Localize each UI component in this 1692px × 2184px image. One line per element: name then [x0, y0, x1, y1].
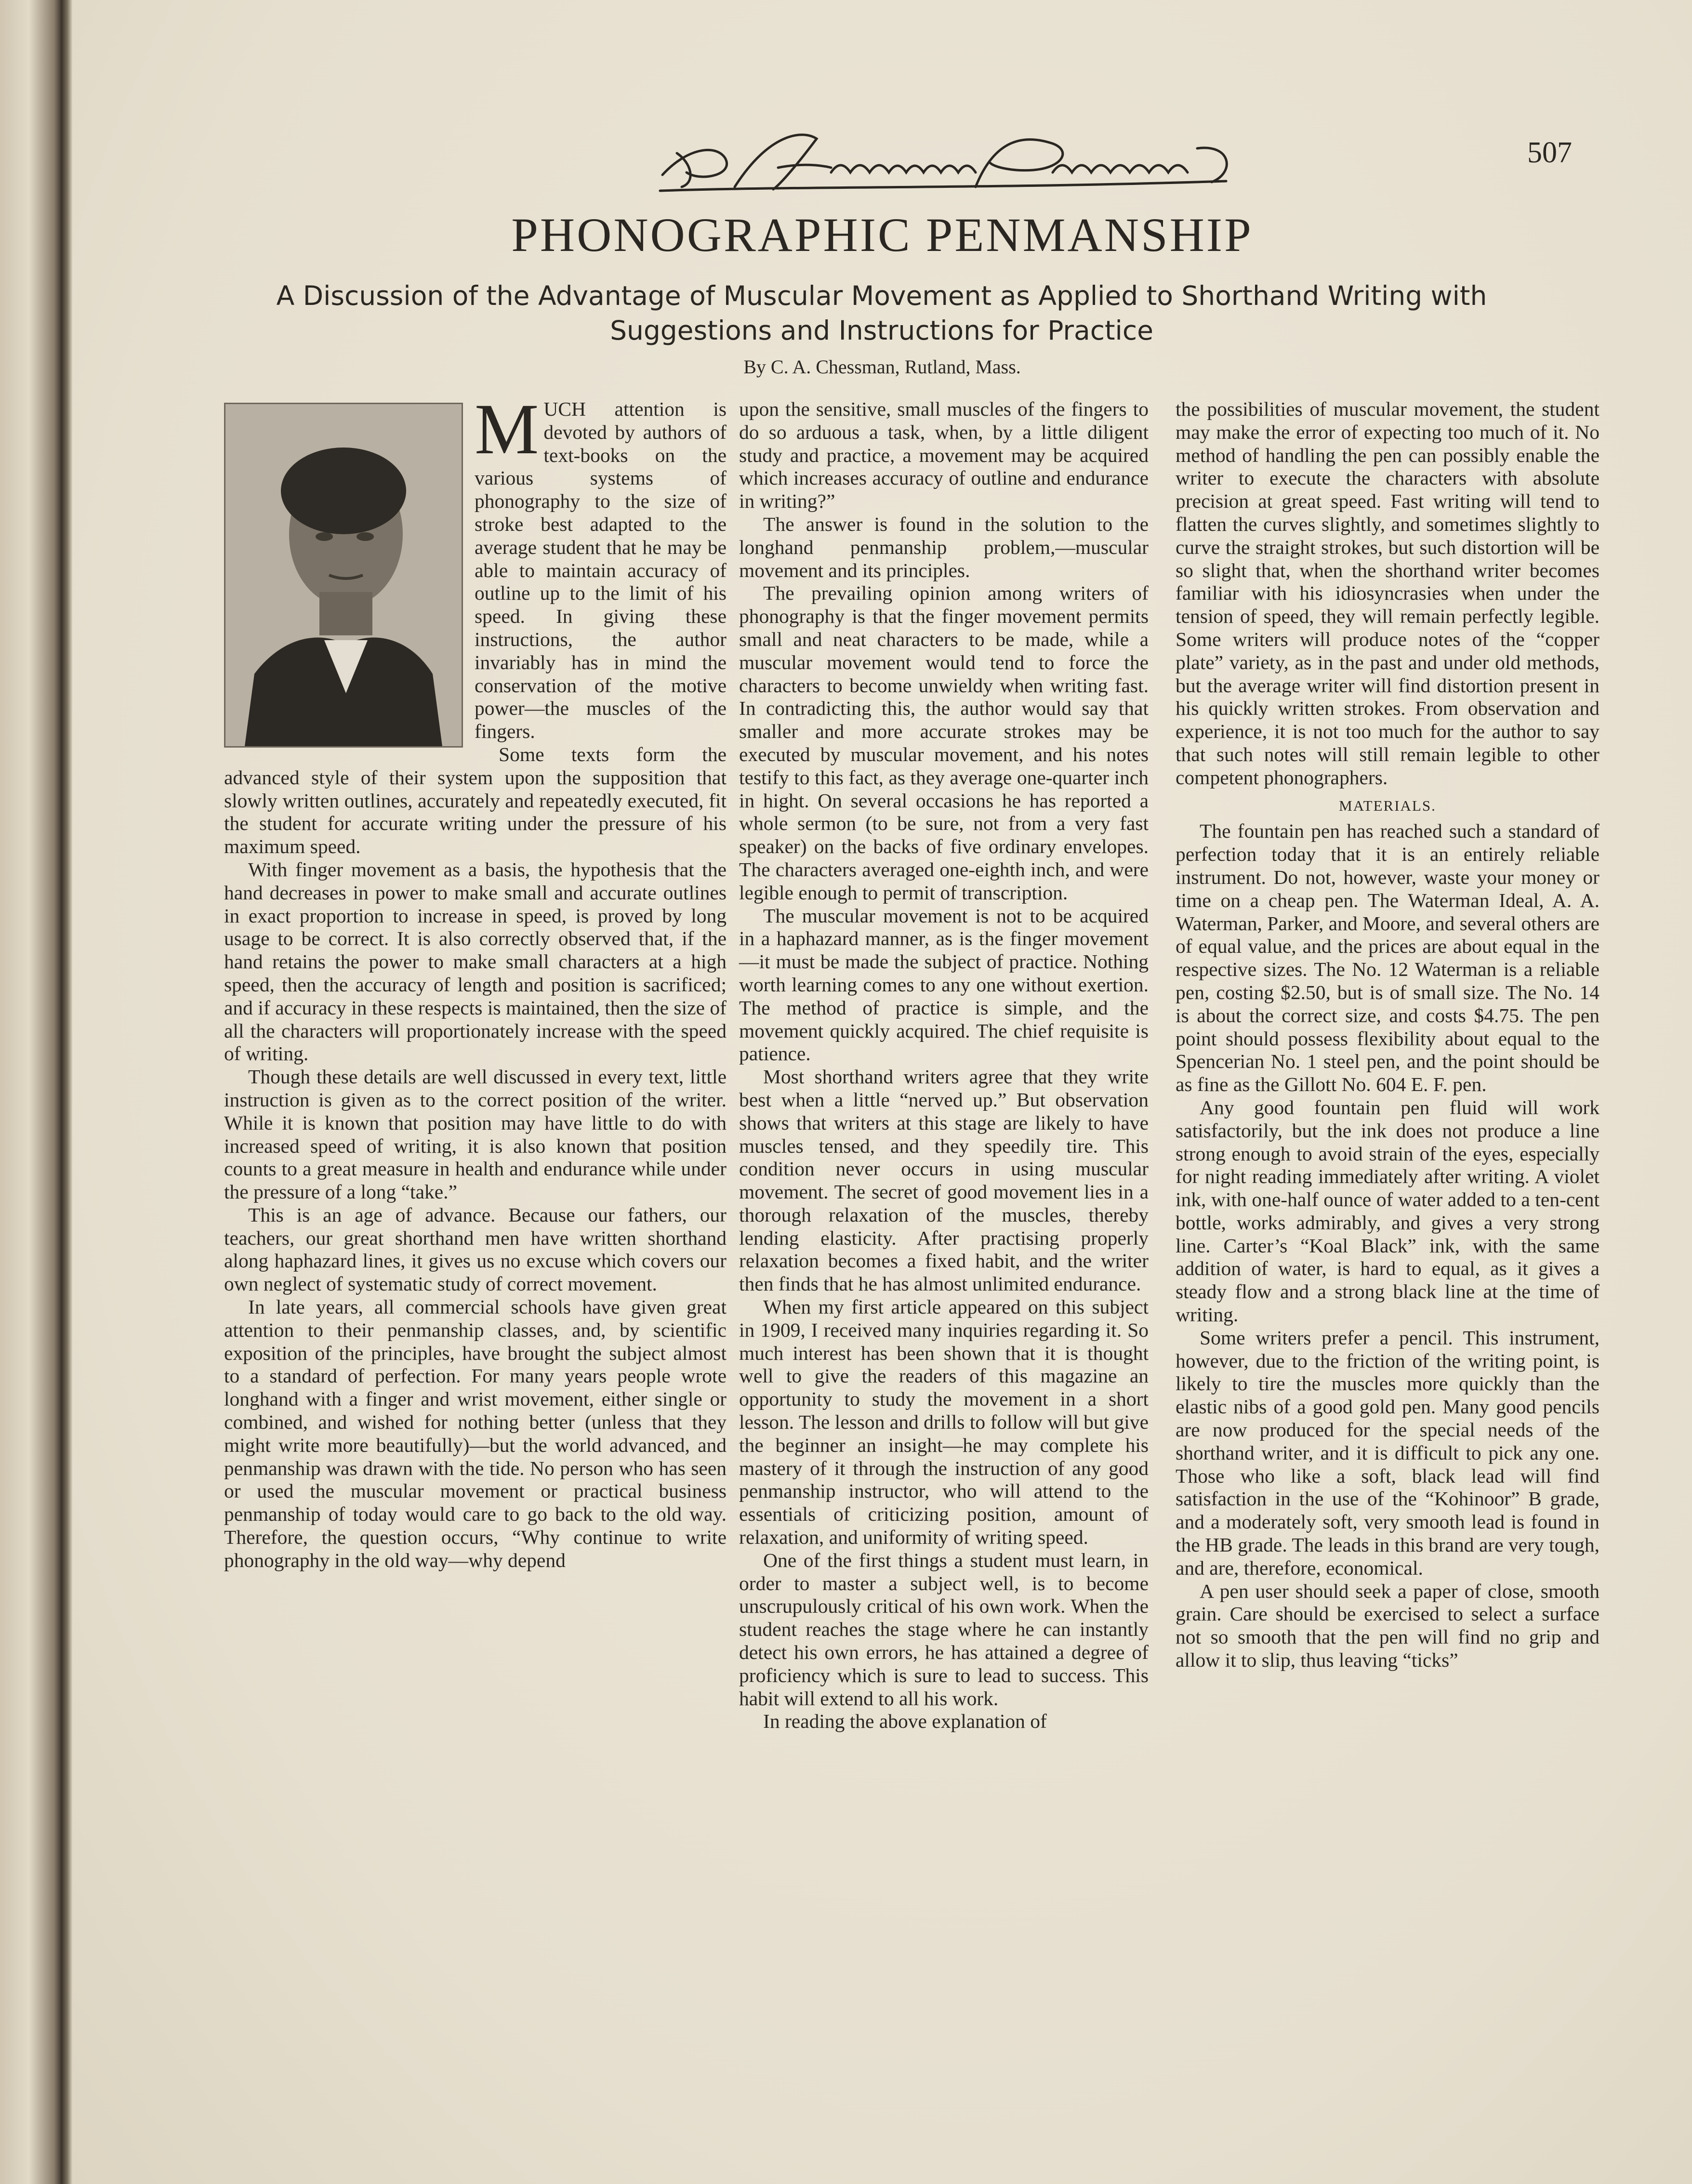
paragraph: The prevailing opinion among writers of phonography is that the finger movement permits small and neat characters to be made, while a muscular movement would tend to force the characters to become unwieldy when writing fast. In contradicting this, the author would say that smaller and more accurate strokes may be executed by muscular movement, and his notes testify to this fact, as they average one-quarter inch in hight. On several occasions he has reported a whole sermon (to be sure, not from a very fast speaker) on the backs of five ordinary envelopes. The characters averaged one-eighth inch, and were legible enough to permit of transcription.: [739, 582, 1149, 904]
paragraph: the possibilities of muscular movement, the student may make the error of expecting too much of it. No method of handling the pen can possibly enable the writer to execute the characters with absolute precision at great speed. Fast writing will tend to flatten the curves slightly, and sometimes slightly to curve the straight strokes, but such distortion will be so slight that, when the shorthand writer becomes familiar with his idiosyncrasies when under the tension of speed, they will remain perfectly legible. Some writers will produce notes of the “copper plate” variety, as in the past and under old methods, but the average writer will find distortion present in his quickly written strokes. From observation and experience, it is not too much for the author to say that such notes will still remain legible to other competent phonographers.: [1176, 398, 1599, 789]
article-title: PHONOGRAPHIC PENMANSHIP: [511, 208, 1253, 262]
author-portrait: [224, 403, 463, 748]
paragraph: UCH attention is devoted by authors of text-books on the various systems of phonography to the size of stroke best adapted to the average student that he may be able to maintain accuracy of outline up to the limit of his speed. In giving these instructions, the author invariably has in mind the conservation of the motive power—the muscles of the fingers.: [475, 398, 727, 743]
paragraph: Any good fountain pen fluid will work satisfactorily, but the ink does not produce a line strong enough to avoid strain of the eyes, especially for night reading immediately after writing. A violet ink, with one-half ounce of water added to a ten-cent bottle, works admirably, and gives a very strong line. Carter’s “Koal Black” ink, with the same addition of water, is hard to equal, as it gives a steady flow and a strong black line at the time of writing.: [1176, 1096, 1599, 1326]
text-column-2: [739, 398, 1149, 1733]
paragraph: When my first article appeared on this subject in 1909, I received many inquiries regarding it. So much interest has been shown that it is thought well to give the readers of this magazine an opportunity to study the movement in a short lesson. The lesson and drills to follow will but give the beginner an insight—he may complete his mastery of it through the instruction of any good penmanship instructor, who will attend to the essentials of criticizing position, amount of relaxation, and uniformity of writing speed.: [739, 1296, 1149, 1549]
text-column-3: [1176, 398, 1599, 1672]
paragraph: The fountain pen has reached such a standard of perfection today that it is an entirely reliable instrument. Do not, however, waste your money or time on a cheap pen. The Waterman Ideal, A. A. Waterman, Parker, and Moore, and several others are of equal value, and the prices are about equal in the respective sizes. The No. 12 Waterman is a reliable pen, costing $2.50, but is of small size. The No. 14 is about the correct size, and costs $4.75. The pen point should possess flexibility about equal to the Spencerian No. 1 steel pen, and the point should be as fine as the Gillott No. 604 E. F. pen.: [1176, 820, 1599, 1096]
article-byline: By C. A. Chessman, Rutland, Mass.: [743, 356, 1021, 378]
article-subtitle: A Discussion of the Advantage of Muscular Movement as Applied to Shorthand Writing with Suggestions and Instructions for Practice: [276, 280, 1487, 346]
text-column-1: [224, 389, 727, 1572]
masthead-script-icon: [658, 129, 1236, 197]
drop-cap: M: [475, 389, 539, 469]
paragraph: The muscular movement is not to be acquired in a haphazard manner, as is the finger movement—it must be made the subject of practice. Nothing worth learning comes to any one without exertion. The method of practice is simple, and the movement quickly acquired. The chief requisite is patience.: [739, 904, 1149, 1065]
paragraph: One of the first things a student must learn, in order to master a subject well, is to become unscrupulously critical of his own work. When the student reaches the stage where he can instantly detect his own errors, he has attained a degree of proficiency which is sure to lead to success. This habit will extend to all his work.: [739, 1549, 1149, 1710]
paragraph: Most shorthand writers agree that they write best when a little “nerved up.” But observation shows that writers at this stage are likely to have muscles tensed, and they speedily tire. This condition never occurs in using muscular movement. The secret of good movement lies in a thorough relaxation of the muscles, thereby lending elasticity. After practising properly relaxation becomes a fixed habit, and the writer then finds that he has almost unlimited endurance.: [739, 1066, 1149, 1295]
masthead-logo: [658, 129, 1236, 197]
paragraph: Some writers prefer a pencil. This instrument, however, due to the friction of the writing point, is likely to tire the muscles more quickly than the elastic nibs of a good gold pen. Many good pencils are now produced for the special needs of the shorthand writer, and it is difficult to pick any one. Those who like a soft, black lead will find satisfaction in the use of the “Kohinoor” B grade, and a moderately soft, very smooth lead is found in the HB grade. The leads in this brand are very tough, and are, therefore, economical.: [1176, 1326, 1599, 1579]
paragraph: This is an age of advance. Because our fathers, our teachers, our great shorthand men have written shorthand along haphazard lines, it gives us no excuse which covers our own neglect of systematic study of correct movement.: [224, 1203, 727, 1295]
paragraph: In reading the above explanation of: [763, 1710, 1047, 1733]
paragraph: Some texts form the advanced style of their system upon the supposition that slowly written outlines, accurately and repeatedly executed, fit the student for accurate writing under the pressure of his maximum speed.: [224, 743, 727, 858]
paragraph: upon the sensitive, small muscles of the fingers to do so arduous a task, when, by a little diligent study and practice, a movement may be acquired which increases accuracy of outline and endurance in writing?”: [739, 398, 1149, 513]
paragraph: A pen user should seek a paper of close, smooth grain. Care should be exercised to select a surface not so smooth that the pen will find no grip and allow it to slip, thus leaving “ticks”: [1176, 1579, 1599, 1671]
paragraph: With finger movement as a basis, the hypothesis that the hand decreases in power to make small and accurate outlines in exact proportion to increase in speed, is proved by long usage to be correct. It is also correctly observed that, if the hand retains the power to make small characters at a high speed, then the accuracy of length and position is sacrificed; and if accuracy in these respects is maintained, then the size of all the characters will proportionately increase with the speed of writing.: [224, 858, 727, 1065]
page-number: 507: [1527, 136, 1572, 169]
paragraph: Though these details are well discussed in every text, little instruction is given as to the correct position of the writer. While it is known that position may have little to do with increased speed of writing, it is also known that position counts to a great measure in health and endurance while under the pressure of a long “take.”: [224, 1066, 727, 1203]
paragraph: The answer is found in the solution to the longhand penmanship problem,—muscular movement and its principles.: [739, 513, 1149, 581]
portrait-photo-icon: [225, 404, 462, 746]
section-heading-materials: MATERIALS.: [1339, 797, 1436, 814]
paragraph: In late years, all commercial schools have given great attention to their penmanship classes, and, by scientific exposition of the principles, have brought the subject almost to a standard of perfection. For many years people wrote longhand with a finger and wrist movement, either single or combined, and wished for nothing better (unless that they might write more beautifully)—but the world advanced, and penmanship was drawn with the tide. No person who has seen or used the muscular movement or practical business penmanship of today would care to go back to the old way. Therefore, the question occurs, “Why continue to write phonography in the old way—why depend: [224, 1296, 727, 1571]
magazine-page: [72, 0, 1692, 2184]
book-gutter: [0, 0, 72, 2184]
